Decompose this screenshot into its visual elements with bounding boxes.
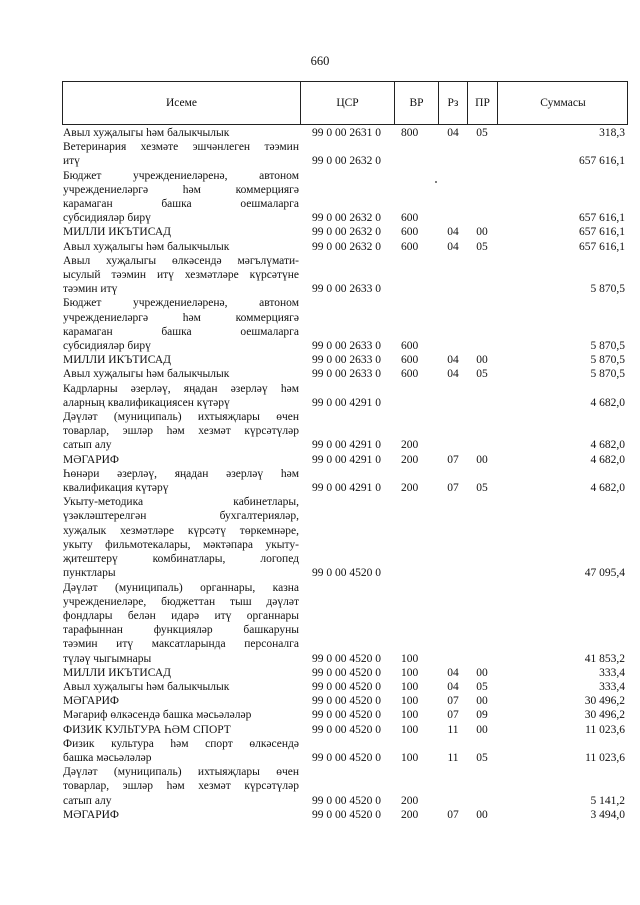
table-header (62, 81, 628, 125)
row-vr: 200 (401, 439, 419, 452)
row-name-line: тәэмин итү (63, 283, 118, 296)
row-vr: 100 (401, 666, 419, 679)
row-sum: 333,4 (599, 666, 625, 679)
header-vr: ВР (409, 97, 424, 109)
row-name-line: Авыл хуҗалыгы өлкәсендә мәгълүмати- (63, 254, 299, 267)
row-csr: 99 0 00 4291 0 (312, 439, 381, 452)
table-row (63, 581, 627, 666)
table-row (63, 723, 627, 737)
row-sum: 5 141,2 (590, 794, 625, 807)
row-name-line: МӘГАРИФ (63, 453, 120, 466)
row-name-line: товарлар, эшләр һәм хезмәт күрсәтүләр (63, 425, 299, 438)
row-sum: 3 494,0 (590, 808, 625, 821)
scan-speck (435, 181, 437, 183)
row-rz: 04 (447, 226, 459, 239)
row-csr: 99 0 00 4291 0 (312, 396, 381, 409)
row-name (63, 240, 301, 254)
row-sum: 5 870,5 (590, 354, 625, 367)
table-row (63, 708, 627, 722)
row-vr: 100 (401, 723, 419, 736)
row-sum: 657 616,1 (579, 226, 625, 239)
page-number: 660 (310, 54, 330, 68)
table-body (63, 126, 627, 822)
row-sum: 4 682,0 (590, 439, 625, 452)
row-csr: 99 0 00 2633 0 (312, 368, 381, 381)
row-rz: 07 (447, 453, 459, 466)
row-name (63, 126, 301, 140)
row-name (63, 453, 301, 467)
row-rz: 11 (447, 723, 459, 736)
row-name (63, 467, 301, 495)
row-csr: 99 0 00 2632 0 (312, 155, 381, 168)
row-csr: 99 0 00 4520 0 (312, 808, 381, 821)
row-csr: 99 0 00 2633 0 (312, 340, 381, 353)
table-row (63, 737, 627, 765)
row-sum: 30 496,2 (584, 695, 625, 708)
row-csr: 99 0 00 4520 0 (312, 666, 381, 679)
row-rz: 04 (447, 354, 459, 367)
row-name-line: ФИЗИК КУЛЬТУРА ҺӘМ СПОРТ (63, 723, 231, 736)
row-rz: 04 (447, 127, 459, 139)
row-vr: 600 (401, 340, 419, 353)
row-name (63, 367, 301, 381)
table-row (63, 126, 627, 140)
row-csr: 99 0 00 2633 0 (312, 283, 381, 296)
row-sum: 657 616,1 (579, 212, 625, 225)
row-name (63, 140, 301, 168)
row-name-line: товарлар, эшләр һәм хезмәт күрсәтүләр (63, 780, 299, 793)
row-name-line: сатып алу (63, 794, 112, 807)
row-name-line: МИЛЛИ ИКЪТИСАД (63, 354, 171, 367)
row-vr: 200 (401, 794, 419, 807)
row-sum: 5 870,5 (590, 340, 625, 353)
row-csr: 99 0 00 2631 0 (312, 127, 381, 139)
row-name-line: ысулый тәэмин итү хезмәтләре күрсәтүне (63, 269, 299, 282)
row-name (63, 723, 301, 737)
row-name-line: субсидияләр бирү (63, 340, 151, 353)
row-sum: 5 870,5 (590, 368, 625, 381)
row-vr: 600 (401, 354, 419, 367)
row-name-line: үзәкләштерелгән бухгалтерияләр, (63, 510, 299, 523)
row-vr: 600 (401, 240, 419, 253)
row-name-line: МИЛЛИ ИКЪТИСАД (63, 226, 171, 239)
row-name (63, 808, 301, 822)
row-vr: 600 (401, 226, 419, 239)
row-rz: 11 (447, 751, 459, 764)
row-name-line: түләү чыгымнары (63, 652, 152, 665)
row-name-line: укыту фильмотекалары, мәктәпара укыту- (63, 538, 299, 551)
row-sum: 41 853,2 (584, 652, 625, 665)
row-pr: 05 (476, 751, 488, 764)
row-vr: 100 (401, 652, 419, 665)
row-name-line: итү (63, 155, 80, 168)
row-name-line: учреждениеләргә һәм коммерциягә (63, 183, 299, 196)
header-csr: ЦСР (336, 97, 359, 109)
row-name-line: Авыл хуҗалыгы һәм балыкчылык (63, 368, 230, 381)
row-name-line: башка мәсьәләләр (63, 751, 152, 764)
row-sum: 318,3 (599, 127, 625, 139)
row-name-line: Дәүләт (муниципаль) ихтыяҗлары өчен (63, 411, 299, 424)
row-name-line: Дәүләт (муниципаль) органнары, казна (63, 581, 299, 594)
row-sum: 11 023,6 (585, 723, 625, 736)
row-pr: 05 (476, 240, 488, 253)
header-rz: Рз (447, 97, 459, 109)
row-name-line: тәэмин итү максатларында персоналга (63, 638, 299, 651)
row-pr: 05 (476, 680, 488, 693)
row-name (63, 495, 301, 580)
row-vr: 100 (401, 709, 419, 722)
table-row (63, 140, 627, 168)
row-name-line: Ветеринария хезмәте эшчәнлеген тәэмин (63, 141, 299, 154)
row-csr: 99 0 00 4520 0 (312, 751, 381, 764)
row-rz: 04 (447, 368, 459, 381)
row-csr: 99 0 00 4291 0 (312, 482, 381, 495)
row-sum: 30 496,2 (584, 709, 625, 722)
row-pr: 00 (476, 453, 488, 466)
row-name-line: МӘГАРИФ (63, 808, 120, 821)
row-vr: 100 (401, 680, 419, 693)
row-name-line: җитештерү комбинатлары, логопед (63, 553, 299, 566)
row-name (63, 254, 301, 297)
table-row (63, 225, 627, 239)
row-rz: 07 (447, 709, 459, 722)
row-pr: 00 (476, 666, 488, 679)
row-pr: 05 (476, 127, 488, 139)
row-pr: 09 (476, 709, 488, 722)
row-csr: 99 0 00 4520 0 (312, 567, 381, 580)
row-rz: 07 (447, 695, 459, 708)
row-pr: 00 (476, 808, 488, 821)
row-rz: 07 (447, 482, 459, 495)
row-sum: 4 682,0 (590, 453, 625, 466)
row-name (63, 296, 301, 353)
header-pr: ПР (475, 97, 490, 109)
row-name-line: Бюджет учреждениеләренә, автоном (63, 169, 299, 182)
row-name (63, 666, 301, 680)
row-name-line: пунктлары (63, 567, 116, 580)
row-vr: 100 (401, 695, 419, 708)
row-pr: 00 (476, 354, 488, 367)
row-csr: 99 0 00 4520 0 (312, 652, 381, 665)
row-name (63, 169, 301, 226)
row-csr: 99 0 00 4520 0 (312, 680, 381, 693)
row-vr: 200 (401, 453, 419, 466)
row-vr: 600 (401, 368, 419, 381)
row-name-line: Авыл хуҗалыгы һәм балыкчылык (63, 240, 230, 253)
row-csr: 99 0 00 4291 0 (312, 453, 381, 466)
row-pr: 00 (476, 695, 488, 708)
row-name-line: учреждениеләре, бюджеттан тыш дәүләт (63, 595, 299, 608)
header-sum: Суммасы (540, 97, 586, 109)
row-vr: 200 (401, 482, 419, 495)
row-name-line: Һөнәри әзерләү, яңадан әзерләү һәм (63, 467, 299, 480)
row-sum: 11 023,6 (585, 751, 625, 764)
row-sum: 4 682,0 (590, 482, 625, 495)
row-name-line: аларның квалификациясен күтәрү (63, 396, 230, 409)
row-rz: 04 (447, 666, 459, 679)
row-name (63, 765, 301, 808)
row-name-line: Дәүләт (муниципаль) ихтыяҗлары өчен (63, 766, 299, 779)
row-name-line: карамаган башка оешмаларга (63, 198, 299, 211)
row-csr: 99 0 00 4520 0 (312, 794, 381, 807)
row-rz: 07 (447, 808, 459, 821)
row-sum: 4 682,0 (590, 396, 625, 409)
table-row (63, 765, 627, 808)
table-row (63, 467, 627, 495)
row-name-line: тарафыннан функцияләр башкаруны (63, 624, 299, 637)
row-sum: 5 870,5 (590, 283, 625, 296)
row-rz: 04 (447, 240, 459, 253)
row-vr: 800 (401, 127, 419, 139)
row-name (63, 410, 301, 453)
row-name (63, 694, 301, 708)
row-csr: 99 0 00 2632 0 (312, 212, 381, 225)
row-vr: 600 (401, 212, 419, 225)
table-row (63, 240, 627, 254)
row-name (63, 680, 301, 694)
row-pr: 00 (476, 226, 488, 239)
row-name-line: МИЛЛИ ИКЪТИСАД (63, 666, 171, 679)
row-sum: 657 616,1 (579, 240, 625, 253)
row-csr: 99 0 00 2632 0 (312, 226, 381, 239)
table-row (63, 808, 627, 822)
table-row (63, 367, 627, 381)
header-name: Исеме (165, 97, 198, 109)
row-name (63, 353, 301, 367)
row-csr: 99 0 00 2632 0 (312, 240, 381, 253)
row-name (63, 708, 301, 722)
row-name (63, 382, 301, 410)
row-name-line: карамаган башка оешмаларга (63, 325, 299, 338)
table-row (63, 680, 627, 694)
row-name-line: Авыл хуҗалыгы һәм балыкчылык (63, 127, 230, 139)
row-pr: 05 (476, 368, 488, 381)
row-pr: 00 (476, 723, 488, 736)
table-row (63, 382, 627, 410)
row-name-line: учреждениеләргә һәм коммерциягә (63, 311, 299, 324)
table-row (63, 495, 627, 580)
row-name-line: сатып алу (63, 439, 112, 452)
row-name (63, 225, 301, 239)
row-pr: 05 (476, 482, 488, 495)
row-name-line: Кадрларны әзерләү, яңадан әзерләү һәм (63, 382, 299, 395)
row-vr: 200 (401, 808, 419, 821)
row-name-line: Физик культура һәм спорт өлкәсендә (63, 737, 299, 750)
row-sum: 47 095,4 (584, 567, 625, 580)
row-name-line: хуҗалык хезмәтләре күрсәтү төркемнәре, (63, 524, 299, 537)
row-sum: 657 616,1 (579, 155, 625, 168)
row-name-line: Мәгариф өлкәсендә башка мәсьәләләр (63, 709, 252, 722)
row-name-line: субсидияләр бирү (63, 212, 151, 225)
row-name-line: Укыту-методика кабинетлары, (63, 496, 299, 509)
row-rz: 04 (447, 680, 459, 693)
table-row (63, 453, 627, 467)
table-row (63, 296, 627, 353)
table-row (63, 410, 627, 453)
row-name-line: МӘГАРИФ (63, 695, 120, 708)
row-csr: 99 0 00 2633 0 (312, 354, 381, 367)
table-row (63, 694, 627, 708)
row-name (63, 737, 301, 765)
row-csr: 99 0 00 4520 0 (312, 709, 381, 722)
row-csr: 99 0 00 4520 0 (312, 723, 381, 736)
row-vr: 100 (401, 751, 419, 764)
row-name-line: квалификация күтәрү (63, 482, 169, 495)
row-name-line: фондлары белән идарә итү органнары (63, 609, 299, 622)
table-row (63, 666, 627, 680)
row-name (63, 581, 301, 666)
row-sum: 333,4 (599, 680, 625, 693)
row-csr: 99 0 00 4520 0 (312, 695, 381, 708)
row-name-line: Авыл хуҗалыгы һәм балыкчылык (63, 680, 230, 693)
table-row (63, 169, 627, 226)
row-name-line: Бюджет учреждениеләренә, автоном (63, 297, 299, 310)
table-row (63, 353, 627, 367)
table-row (63, 254, 627, 297)
